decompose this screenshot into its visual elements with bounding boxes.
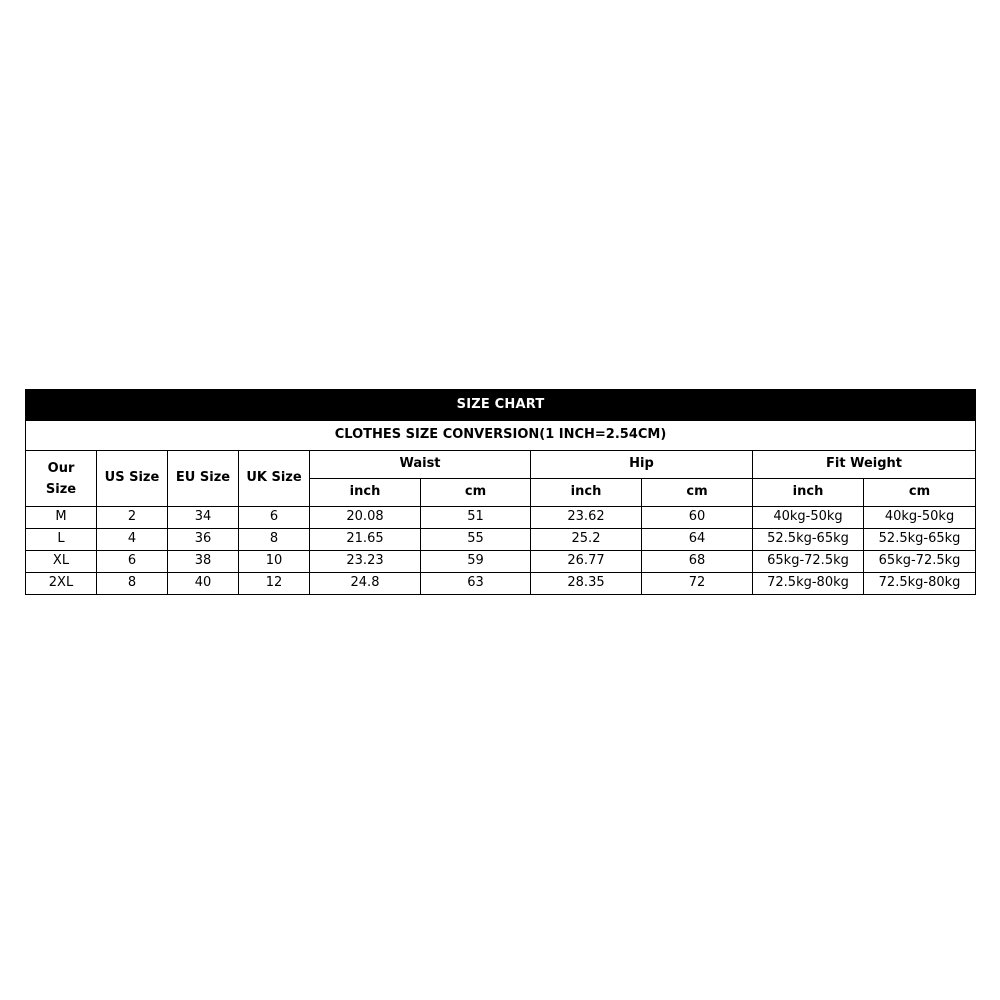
cell-weight-inch: 72.5kg-80kg bbox=[753, 573, 864, 595]
cell-us-size: 6 bbox=[97, 551, 168, 573]
table-row bbox=[26, 507, 976, 529]
cell-hip-cm: 72 bbox=[642, 573, 753, 595]
cell-weight-cm: 52.5kg-65kg bbox=[864, 529, 976, 551]
cell-our-size: L bbox=[26, 529, 97, 551]
cell-us-size: 2 bbox=[97, 507, 168, 529]
header-fit-weight: Fit Weight bbox=[753, 451, 976, 479]
header-eu-size: EU Size bbox=[168, 451, 239, 507]
cell-waist-inch: 21.65 bbox=[310, 529, 421, 551]
chart-title: SIZE CHART bbox=[26, 390, 976, 421]
cell-hip-cm: 60 bbox=[642, 507, 753, 529]
header-hip: Hip bbox=[531, 451, 753, 479]
size-chart bbox=[25, 389, 975, 595]
cell-uk-size: 10 bbox=[239, 551, 310, 573]
cell-our-size: M bbox=[26, 507, 97, 529]
cell-weight-cm: 40kg-50kg bbox=[864, 507, 976, 529]
size-chart-table bbox=[25, 389, 976, 595]
table-row bbox=[26, 551, 976, 573]
cell-hip-inch: 23.62 bbox=[531, 507, 642, 529]
cell-uk-size: 6 bbox=[239, 507, 310, 529]
chart-subtitle: CLOTHES SIZE CONVERSION(1 INCH=2.54CM) bbox=[26, 421, 976, 451]
header-us-size: US Size bbox=[97, 451, 168, 507]
header-our-size bbox=[26, 451, 97, 507]
header-waist-inch: inch bbox=[310, 479, 421, 507]
cell-eu-size: 38 bbox=[168, 551, 239, 573]
header-weight-cm: cm bbox=[864, 479, 976, 507]
header-hip-cm: cm bbox=[642, 479, 753, 507]
cell-waist-cm: 51 bbox=[421, 507, 531, 529]
table-row bbox=[26, 573, 976, 595]
cell-hip-cm: 64 bbox=[642, 529, 753, 551]
cell-us-size: 8 bbox=[97, 573, 168, 595]
cell-uk-size: 12 bbox=[239, 573, 310, 595]
header-our-size-line1: Our bbox=[47, 460, 75, 476]
cell-weight-inch: 52.5kg-65kg bbox=[753, 529, 864, 551]
cell-eu-size: 34 bbox=[168, 507, 239, 529]
header-waist-cm: cm bbox=[421, 479, 531, 507]
cell-hip-inch: 28.35 bbox=[531, 573, 642, 595]
cell-waist-cm: 63 bbox=[421, 573, 531, 595]
cell-weight-cm: 72.5kg-80kg bbox=[864, 573, 976, 595]
header-weight-inch: inch bbox=[753, 479, 864, 507]
cell-waist-cm: 55 bbox=[421, 529, 531, 551]
header-waist: Waist bbox=[310, 451, 531, 479]
cell-us-size: 4 bbox=[97, 529, 168, 551]
cell-weight-cm: 65kg-72.5kg bbox=[864, 551, 976, 573]
cell-hip-inch: 25.2 bbox=[531, 529, 642, 551]
cell-eu-size: 36 bbox=[168, 529, 239, 551]
cell-uk-size: 8 bbox=[239, 529, 310, 551]
cell-waist-inch: 20.08 bbox=[310, 507, 421, 529]
header-our-size-line2: Size bbox=[45, 481, 77, 497]
header-hip-inch: inch bbox=[531, 479, 642, 507]
cell-waist-inch: 23.23 bbox=[310, 551, 421, 573]
cell-waist-cm: 59 bbox=[421, 551, 531, 573]
cell-waist-inch: 24.8 bbox=[310, 573, 421, 595]
cell-weight-inch: 65kg-72.5kg bbox=[753, 551, 864, 573]
table-row bbox=[26, 529, 976, 551]
cell-weight-inch: 40kg-50kg bbox=[753, 507, 864, 529]
cell-eu-size: 40 bbox=[168, 573, 239, 595]
cell-our-size: XL bbox=[26, 551, 97, 573]
cell-hip-cm: 68 bbox=[642, 551, 753, 573]
cell-our-size: 2XL bbox=[26, 573, 97, 595]
header-uk-size: UK Size bbox=[239, 451, 310, 507]
cell-hip-inch: 26.77 bbox=[531, 551, 642, 573]
